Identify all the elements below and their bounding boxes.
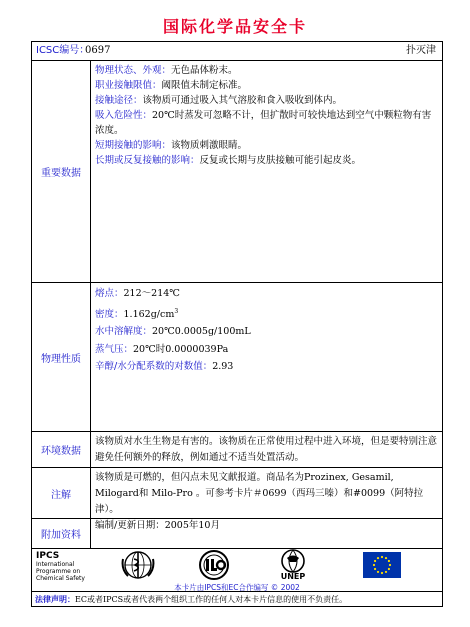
page-title: 国际化学品安全卡	[162, 17, 307, 36]
eu-star-icon	[374, 560, 376, 562]
eu-star-icon	[374, 568, 376, 570]
physical-properties-content	[92, 283, 442, 431]
extra-info-text: 编制/更新日期：2005年10月	[95, 520, 220, 531]
environment-row	[32, 432, 442, 468]
physical-properties-row	[32, 283, 442, 432]
notes-row	[32, 468, 442, 519]
environment-label: 环境数据	[32, 432, 91, 467]
notes-label: 注解	[32, 468, 91, 518]
important-line: 长期或反复接触的影响：反复或长期与皮肤接触可能引起皮炎。	[95, 155, 362, 166]
important-line: 接触途径：该物质可通过吸入其气溶胶和食入吸收到体内。	[95, 95, 343, 106]
unep-label: UNEP	[280, 572, 306, 581]
property-line: 熔点：212～214℃	[95, 288, 180, 299]
ipcs-logo-text: IPCS International Programme on Chemical Safety	[36, 551, 85, 582]
eu-star-icon	[381, 556, 383, 558]
important-data-content	[92, 61, 442, 282]
eu-star-icon	[388, 568, 390, 570]
eu-star-icon	[377, 557, 379, 559]
unep-globe-icon	[276, 549, 310, 573]
eu-star-icon	[389, 564, 391, 566]
environment-text: 该物质对水生生物是有害的。该物质在正常使用过程中进入环境，但是要特别注意避免任何额外的释放，例如通过不适当处置活动。	[95, 436, 438, 463]
disclaimer-row	[32, 592, 442, 608]
property-line: 蒸气压：20℃时0.0000039Pa	[95, 343, 229, 355]
important-line: 职业接触限值：阈限值未制定标准。	[95, 80, 248, 91]
notes-text: 该物质是可燃的，但闪点未见文献报道。商品名为Prozinex, Gesamil, Milogard和 Milo-Pro 。可参考卡片＃0699（西玛三嗪）和#0099（阿特拉津）。	[95, 472, 424, 515]
eu-star-icon	[381, 572, 383, 574]
chemical-name: 扑灭津	[406, 45, 436, 56]
eu-flag-icon	[363, 552, 401, 578]
eu-star-icon	[373, 564, 375, 566]
eu-star-icon	[385, 557, 387, 559]
physical-properties-label: 物理性质	[32, 283, 91, 431]
who-emblem-icon	[120, 549, 156, 581]
eu-star-icon	[388, 560, 390, 562]
important-line: 物理状态、外观：无色晶体粉末。	[95, 65, 238, 76]
extra-info-label: 附加资料	[32, 519, 91, 548]
important-data-row	[32, 61, 442, 283]
property-line: 水中溶解度：20℃0.0005g/100mL	[95, 326, 251, 338]
property-line: 密度：$1.162g/cm^3$	[95, 307, 179, 320]
property-line: 辛醇/水分配系数的对数值：2.93	[95, 361, 234, 373]
eu-star-icon	[377, 571, 379, 573]
important-line: 吸入危险性：20℃时蒸发可忽略不计，但扩散时可较快地达到空气中颗粒物有害浓度。	[95, 110, 432, 136]
logos-row	[32, 549, 442, 592]
cooperation-caption: 本卡片由IPCS和EC合作编写 © 2002	[174, 583, 300, 592]
ilo-emblem-icon	[197, 549, 231, 581]
icsc-number: 0697	[85, 45, 111, 56]
important-data-label: 重要数据	[32, 61, 91, 282]
safety-card	[31, 41, 443, 607]
unep-emblem	[276, 549, 310, 581]
legal-disclaimer: 法律声明：EC或者IPCS或者代表两个组织工作的任何人对本卡片信息的使用不负责任。	[35, 595, 348, 604]
header-row	[32, 42, 442, 61]
eu-star-icon	[385, 571, 387, 573]
extra-info-row	[32, 519, 442, 549]
important-line: 短期接触的影响：该物质刺激眼睛。	[95, 140, 248, 151]
icsc-label: ICSC编号：	[36, 45, 90, 56]
